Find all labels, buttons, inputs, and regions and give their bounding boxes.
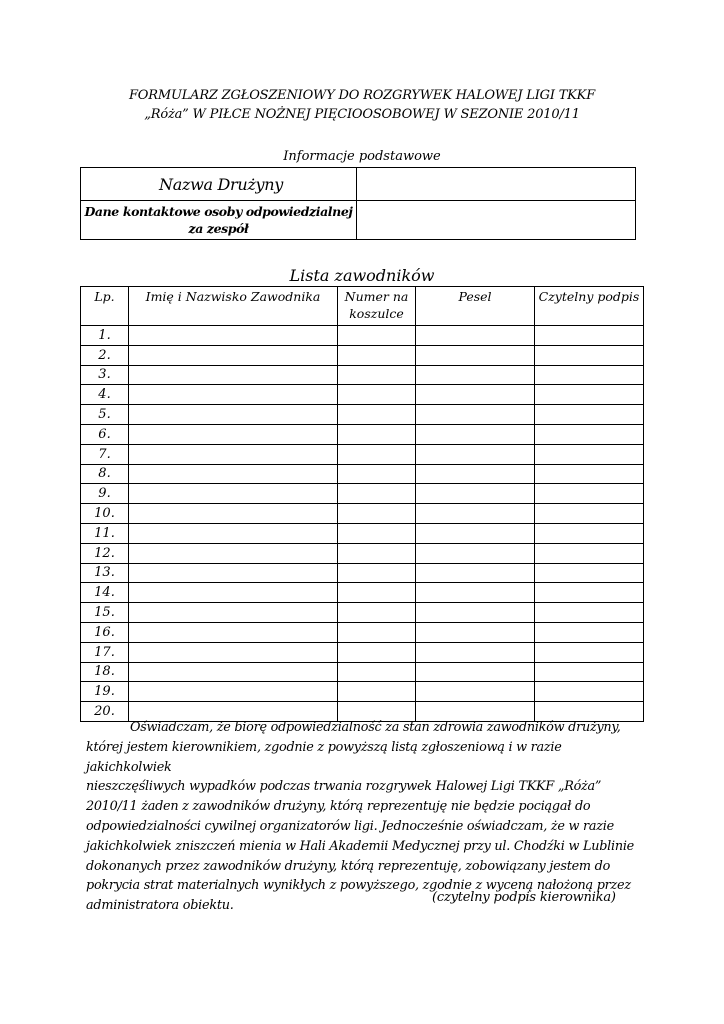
info-section-caption: Informacje podstawowe	[283, 149, 441, 164]
declaration-line	[86, 718, 646, 738]
col-header-number-line-2: koszulce	[349, 306, 404, 321]
declaration-line: odpowiedzialności cywilnej organizatorów ligi. Jednocześnie oświadczam, że w razie	[86, 818, 614, 834]
player-name-field[interactable]	[129, 504, 338, 524]
player-shirt-number-field[interactable]	[338, 385, 416, 405]
player-shirt-number-field[interactable]	[338, 345, 416, 365]
player-signature-field[interactable]	[535, 523, 644, 543]
player-pesel-field[interactable]	[416, 326, 535, 346]
players-header-row	[81, 287, 644, 326]
player-pesel-field[interactable]	[416, 484, 535, 504]
player-shirt-number-field[interactable]	[338, 523, 416, 543]
player-row	[81, 365, 644, 385]
player-signature-field[interactable]	[535, 622, 644, 642]
player-row	[81, 444, 644, 464]
declaration-line: 2010/11 żaden z zawodników drużyny, którą reprezentuję nie będzie pociągał do	[86, 799, 591, 815]
player-signature-field[interactable]	[535, 385, 644, 405]
player-pesel-field[interactable]	[416, 603, 535, 623]
col-header-lp: Lp.	[81, 287, 129, 326]
player-row	[81, 583, 644, 603]
player-name-field[interactable]	[129, 603, 338, 623]
declaration-line: której jestem kierownikiem, zgodnie z powyższą listą zgłoszeniową i w razie jakichkolwiek	[86, 739, 562, 775]
player-name-field[interactable]	[129, 642, 338, 662]
declaration-line: administratora obiektu.	[86, 898, 234, 914]
declaration-line: pokrycia strat materialnych wynikłych z powyższego, zgodnie z wyceną nałożoną przez	[86, 878, 631, 894]
player-row-number: 8.	[81, 464, 129, 484]
player-signature-field[interactable]	[535, 543, 644, 563]
col-header-name: Imię i Nazwisko Zawodnika	[129, 287, 338, 326]
player-name-field[interactable]	[129, 464, 338, 484]
player-signature-field[interactable]	[535, 345, 644, 365]
contact-label	[81, 201, 357, 240]
player-signature-field[interactable]	[535, 405, 644, 425]
player-row	[81, 603, 644, 623]
player-row	[81, 662, 644, 682]
player-row	[81, 523, 644, 543]
player-row-number: 9.	[81, 484, 129, 504]
player-row	[81, 405, 644, 425]
player-shirt-number-field[interactable]	[338, 543, 416, 563]
player-shirt-number-field[interactable]	[338, 405, 416, 425]
contact-field[interactable]	[357, 201, 636, 240]
player-name-field[interactable]	[129, 405, 338, 425]
player-signature-field[interactable]	[535, 484, 644, 504]
player-pesel-field[interactable]	[416, 583, 535, 603]
player-shirt-number-field[interactable]	[338, 563, 416, 583]
declaration-line: jakichkolwiek zniszczeń mienia w Hali Akademii Medycznej przy ul. Chodźki w Lublinie	[86, 838, 635, 854]
player-shirt-number-field[interactable]	[338, 662, 416, 682]
basic-info-table	[80, 167, 636, 240]
player-shirt-number-field[interactable]	[338, 326, 416, 346]
player-name-field[interactable]	[129, 424, 338, 444]
player-row-number: 7.	[81, 444, 129, 464]
declaration-line: nieszczęśliwych wypadków podczas trwania rozgrywek Halowej Ligi TKKF „Róża”	[86, 779, 602, 795]
player-row-number: 15.	[81, 603, 129, 623]
col-header-pesel: Pesel	[416, 287, 535, 326]
player-name-field[interactable]	[129, 583, 338, 603]
player-shirt-number-field[interactable]	[338, 603, 416, 623]
players-body	[81, 326, 644, 722]
player-signature-field[interactable]	[535, 563, 644, 583]
players-table	[80, 286, 644, 722]
player-signature-field[interactable]	[535, 603, 644, 623]
player-name-field[interactable]	[129, 385, 338, 405]
player-shirt-number-field[interactable]	[338, 444, 416, 464]
player-pesel-field[interactable]	[416, 622, 535, 642]
form-title-line-2: „Róża” W PIŁCE NOŻNEJ PIĘCIOOSOBOWEJ W SEZONIE 2010/11	[144, 107, 580, 122]
player-pesel-field[interactable]	[416, 385, 535, 405]
player-shirt-number-field[interactable]	[338, 424, 416, 444]
player-name-field[interactable]	[129, 326, 338, 346]
player-row	[81, 385, 644, 405]
player-signature-field[interactable]	[535, 583, 644, 603]
player-row-number: 17.	[81, 642, 129, 662]
player-row	[81, 504, 644, 524]
player-name-field[interactable]	[129, 444, 338, 464]
player-signature-field[interactable]	[535, 642, 644, 662]
player-signature-field[interactable]	[535, 365, 644, 385]
player-pesel-field[interactable]	[416, 662, 535, 682]
player-pesel-field[interactable]	[416, 444, 535, 464]
player-shirt-number-field[interactable]	[338, 642, 416, 662]
declaration-line: dokonanych przez zawodników drużyny, którą reprezentuję, zobowiązany jestem do	[86, 858, 611, 874]
player-row-number: 19.	[81, 682, 129, 702]
player-shirt-number-field[interactable]	[338, 622, 416, 642]
players-section-caption: Lista zawodników	[289, 266, 435, 285]
player-name-field[interactable]	[129, 523, 338, 543]
player-pesel-field[interactable]	[416, 365, 535, 385]
player-row-number: 10.	[81, 504, 129, 524]
player-row-number: 11.	[81, 523, 129, 543]
player-name-field[interactable]	[129, 484, 338, 504]
player-row-number: 3.	[81, 365, 129, 385]
player-signature-field[interactable]	[535, 662, 644, 682]
player-row	[81, 464, 644, 484]
player-pesel-field[interactable]	[416, 464, 535, 484]
player-row-number: 5.	[81, 405, 129, 425]
player-row-number: 13.	[81, 563, 129, 583]
player-pesel-field[interactable]	[416, 563, 535, 583]
player-row	[81, 326, 644, 346]
player-signature-field[interactable]	[535, 464, 644, 484]
player-shirt-number-field[interactable]	[338, 583, 416, 603]
player-shirt-number-field[interactable]	[338, 464, 416, 484]
player-name-field[interactable]	[129, 622, 338, 642]
player-pesel-field[interactable]	[416, 345, 535, 365]
player-name-field[interactable]	[129, 543, 338, 563]
player-signature-field[interactable]	[535, 444, 644, 464]
player-shirt-number-field[interactable]	[338, 484, 416, 504]
col-header-number	[338, 287, 416, 326]
player-signature-field[interactable]	[535, 504, 644, 524]
player-pesel-field[interactable]	[416, 642, 535, 662]
player-signature-field[interactable]	[535, 326, 644, 346]
player-row-number: 16.	[81, 622, 129, 642]
team-name-row	[81, 168, 636, 201]
player-pesel-field[interactable]	[416, 543, 535, 563]
col-header-signature: Czytelny podpis	[535, 287, 644, 326]
player-name-field[interactable]	[129, 345, 338, 365]
player-pesel-field[interactable]	[416, 523, 535, 543]
form-title-line-1: FORMULARZ ZGŁOSZENIOWY DO ROZGRYWEK HALOWEJ LIGI TKKF	[128, 88, 596, 103]
contact-label-line-2: za zespół	[188, 221, 249, 236]
declaration-text	[86, 718, 646, 916]
player-row	[81, 345, 644, 365]
player-row	[81, 424, 644, 444]
contact-label-line-1: Dane kontaktowe osoby odpowiedzialnej	[84, 204, 353, 219]
player-row-number: 6.	[81, 424, 129, 444]
col-header-number-line-1: Numer na	[344, 289, 409, 304]
signature-caption: (czytelny podpis kierownika)	[432, 890, 616, 905]
player-pesel-field[interactable]	[416, 504, 535, 524]
declaration-line-text: Oświadczam, że biorę odpowiedzialność za stan zdrowia zawodników drużyny,	[130, 720, 621, 735]
player-shirt-number-field[interactable]	[338, 504, 416, 524]
player-signature-field[interactable]	[535, 424, 644, 444]
player-row-number: 18.	[81, 662, 129, 682]
player-name-field[interactable]	[129, 682, 338, 702]
player-row-number: 12.	[81, 543, 129, 563]
player-row	[81, 543, 644, 563]
player-row	[81, 484, 644, 504]
team-name-field[interactable]	[357, 168, 636, 201]
player-pesel-field[interactable]	[416, 682, 535, 702]
player-row	[81, 563, 644, 583]
player-row	[81, 622, 644, 642]
player-shirt-number-field[interactable]	[338, 682, 416, 702]
player-pesel-field[interactable]	[416, 405, 535, 425]
contact-row	[81, 201, 636, 240]
player-row-number: 20.	[81, 702, 129, 722]
player-pesel-field[interactable]	[416, 424, 535, 444]
player-row-number: 1.	[81, 326, 129, 346]
player-name-field[interactable]	[129, 563, 338, 583]
team-name-label: Nazwa Drużyny	[81, 168, 357, 201]
player-row	[81, 642, 644, 662]
player-row-number: 2.	[81, 345, 129, 365]
player-row-number: 4.	[81, 385, 129, 405]
player-name-field[interactable]	[129, 662, 338, 682]
player-signature-field[interactable]	[535, 682, 644, 702]
player-row	[81, 682, 644, 702]
player-shirt-number-field[interactable]	[338, 365, 416, 385]
player-row-number: 14.	[81, 583, 129, 603]
player-name-field[interactable]	[129, 365, 338, 385]
